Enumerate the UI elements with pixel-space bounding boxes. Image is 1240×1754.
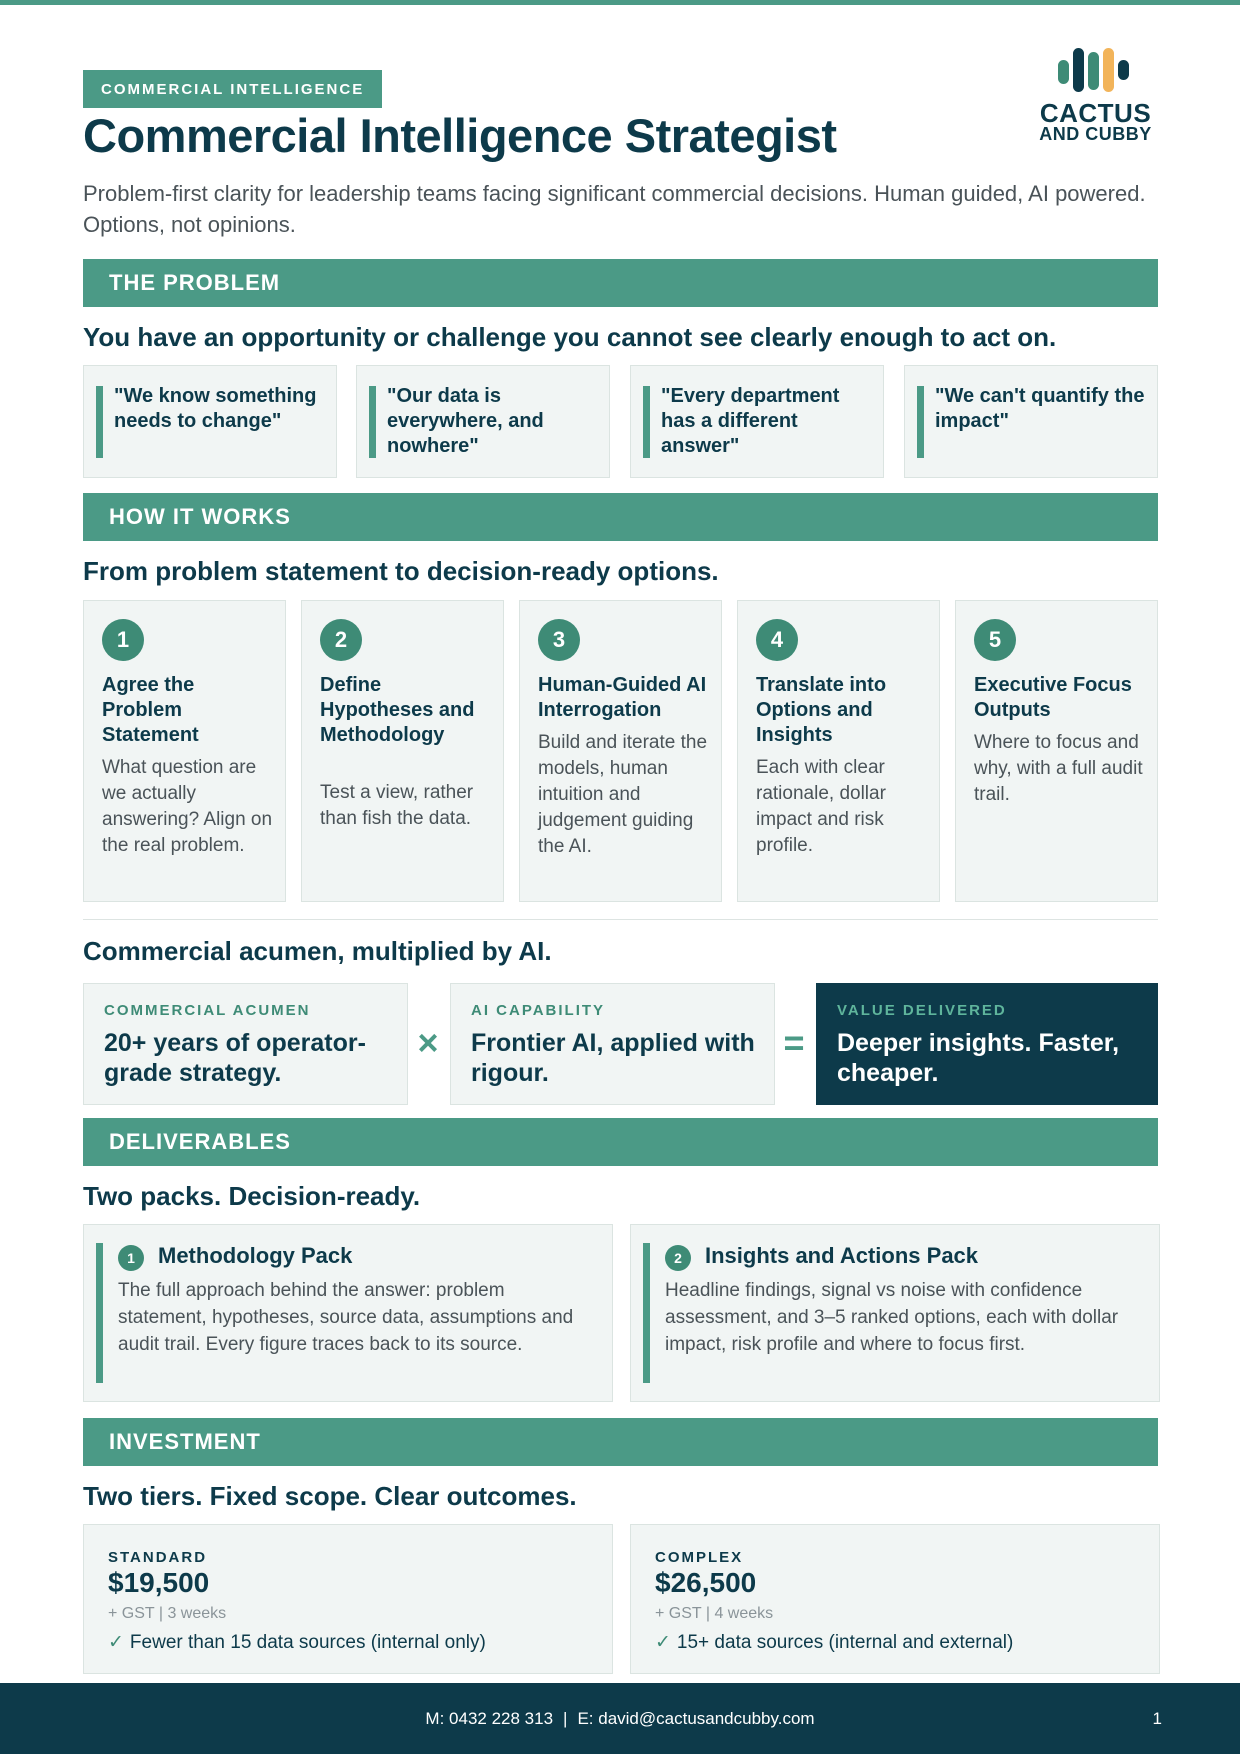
step-number-badge: 1 xyxy=(102,619,144,661)
commercial-acumen-card xyxy=(83,983,408,1105)
footer-contact xyxy=(0,1683,1240,1754)
step-description: Each with clear rationale, dollar impact and risk profile. xyxy=(756,757,886,856)
step-description: Where to focus and why, with a full audit trail. xyxy=(974,732,1143,805)
problem-quote: "Our data is everywhere, and nowhere" xyxy=(387,385,544,457)
deliverable-pack-card xyxy=(83,1224,613,1402)
step-description: What question are we actually answering? Align on the real problem. xyxy=(102,757,273,856)
tier-label: STANDARD xyxy=(108,1549,208,1566)
deliverable-pack-card xyxy=(630,1224,1160,1402)
pack-number-badge: 2 xyxy=(665,1245,691,1271)
section-divider xyxy=(83,919,1158,920)
section-band-how-it-works: HOW IT WORKS xyxy=(83,493,1158,541)
eyebrow-tag: COMMERCIAL INTELLIGENCE xyxy=(83,70,382,108)
pack-number-badge: 1 xyxy=(118,1245,144,1271)
tier-meta: + GST | 4 weeks xyxy=(655,1605,774,1622)
footer-separator: | xyxy=(563,1708,568,1728)
footer-email[interactable]: E: david@cactusandcubby.com xyxy=(577,1708,815,1728)
logo-wordmark-line1: CACTUS xyxy=(1039,98,1152,128)
card-label: AI CAPABILITY xyxy=(471,1002,606,1019)
step-title: Human-Guided AI Interrogation xyxy=(538,674,707,721)
logo-bar xyxy=(1088,52,1099,90)
pack-description: The full approach behind the answer: problem statement, hypotheses, source data, assumptions and audit trail. Every figure traces back to its source. xyxy=(118,1280,574,1355)
tier-label: COMPLEX xyxy=(655,1549,744,1566)
quote-accent-bar xyxy=(643,386,650,458)
step-number-badge: 5 xyxy=(974,619,1016,661)
multiply-icon: × xyxy=(417,1022,439,1063)
problem-quote-card xyxy=(83,365,337,478)
top-accent-rule xyxy=(0,0,1240,5)
tier-feature xyxy=(108,1631,486,1654)
process-step-card xyxy=(955,600,1158,902)
step-title: Agree the Problem Statement xyxy=(102,674,199,746)
step-description: Test a view, rather than fish the data. xyxy=(320,782,474,829)
section-band-problem: THE PROBLEM xyxy=(83,259,1158,307)
pack-title: Insights and Actions Pack xyxy=(705,1243,979,1268)
logo-bar xyxy=(1118,60,1129,80)
card-label: VALUE DELIVERED xyxy=(837,1002,1007,1019)
problem-heading: You have an opportunity or challenge you cannot see clearly enough to act on. xyxy=(83,322,1057,352)
page-footer xyxy=(0,1683,1240,1754)
logo-bar xyxy=(1058,60,1069,84)
page-subtitle: Problem-first clarity for leadership teams facing significant commercial decisions. Human guided, AI powered. Options, not opinions. xyxy=(83,181,1146,237)
process-step-card xyxy=(737,600,940,902)
process-step-card xyxy=(83,600,286,902)
problem-quote-card xyxy=(904,365,1158,478)
page-number: 1 xyxy=(1152,1708,1162,1728)
pricing-tier-card xyxy=(83,1524,613,1674)
step-number-badge: 4 xyxy=(756,619,798,661)
card-label: COMMERCIAL ACUMEN xyxy=(104,1002,311,1019)
card-text: 20+ years of operator-grade strategy. xyxy=(104,1029,366,1087)
tier-price: $26,500 xyxy=(655,1567,757,1598)
logo-bars-icon xyxy=(1058,48,1138,96)
deliverables-heading: Two packs. Decision-ready. xyxy=(83,1181,421,1211)
step-title: Translate into Options and Insights xyxy=(756,674,887,746)
quote-accent-bar xyxy=(96,386,103,458)
process-step-card xyxy=(301,600,504,902)
step-title: Executive Focus Outputs xyxy=(974,674,1132,721)
section-band-deliverables: DELIVERABLES xyxy=(83,1118,1158,1166)
pack-accent-bar xyxy=(643,1243,650,1383)
how-heading: From problem statement to decision-ready options. xyxy=(83,556,719,586)
problem-quote: "We can't quantify the impact" xyxy=(935,385,1145,432)
company-logo xyxy=(1033,48,1158,143)
quote-accent-bar xyxy=(917,386,924,458)
card-text: Frontier AI, applied with rigour. xyxy=(471,1029,755,1087)
tier-feature-text: Fewer than 15 data sources (internal only) xyxy=(129,1632,486,1653)
step-number-badge: 2 xyxy=(320,619,362,661)
equals-icon: = xyxy=(783,1022,805,1063)
step-description: Build and iterate the models, human intuition and judgement guiding the AI. xyxy=(538,732,708,857)
problem-quote: "We know something needs to change" xyxy=(114,385,317,432)
investment-heading: Two tiers. Fixed scope. Clear outcomes. xyxy=(83,1481,577,1511)
section-band-investment: INVESTMENT xyxy=(83,1418,1158,1466)
page-title: Commercial Intelligence Strategist xyxy=(83,109,837,162)
pricing-tier-card xyxy=(630,1524,1160,1674)
value-delivered-card xyxy=(816,983,1158,1105)
equation-heading: Commercial acumen, multiplied by AI. xyxy=(83,936,552,966)
problem-quote-card xyxy=(356,365,610,478)
ai-capability-card xyxy=(450,983,775,1105)
logo-bar xyxy=(1073,48,1084,92)
tier-feature-text: 15+ data sources (internal and external) xyxy=(676,1632,1014,1653)
pack-accent-bar xyxy=(96,1243,103,1383)
step-title: Define Hypotheses and Methodology xyxy=(320,674,475,746)
step-number-badge: 3 xyxy=(538,619,580,661)
pack-description: Headline findings, signal vs noise with confidence assessment, and 3–5 ranked options, each with dollar impact, risk profile and where to focus first. xyxy=(665,1280,1119,1355)
tier-price: $19,500 xyxy=(108,1567,210,1598)
logo-wordmark-line2: AND CUBBY xyxy=(1039,124,1152,144)
check-icon: ✓ xyxy=(108,1632,124,1653)
pack-title: Methodology Pack xyxy=(158,1243,353,1268)
tier-meta: + GST | 3 weeks xyxy=(108,1605,227,1622)
logo-bar xyxy=(1103,48,1114,92)
problem-quote-card xyxy=(630,365,884,478)
problem-quote: "Every department has a different answer" xyxy=(661,385,840,457)
card-text: Deeper insights. Faster, cheaper. xyxy=(837,1029,1120,1087)
process-step-card xyxy=(519,600,722,902)
tier-feature xyxy=(655,1631,1013,1654)
quote-accent-bar xyxy=(369,386,376,458)
check-icon: ✓ xyxy=(655,1632,671,1653)
footer-phone[interactable]: M: 0432 228 313 xyxy=(425,1708,554,1728)
